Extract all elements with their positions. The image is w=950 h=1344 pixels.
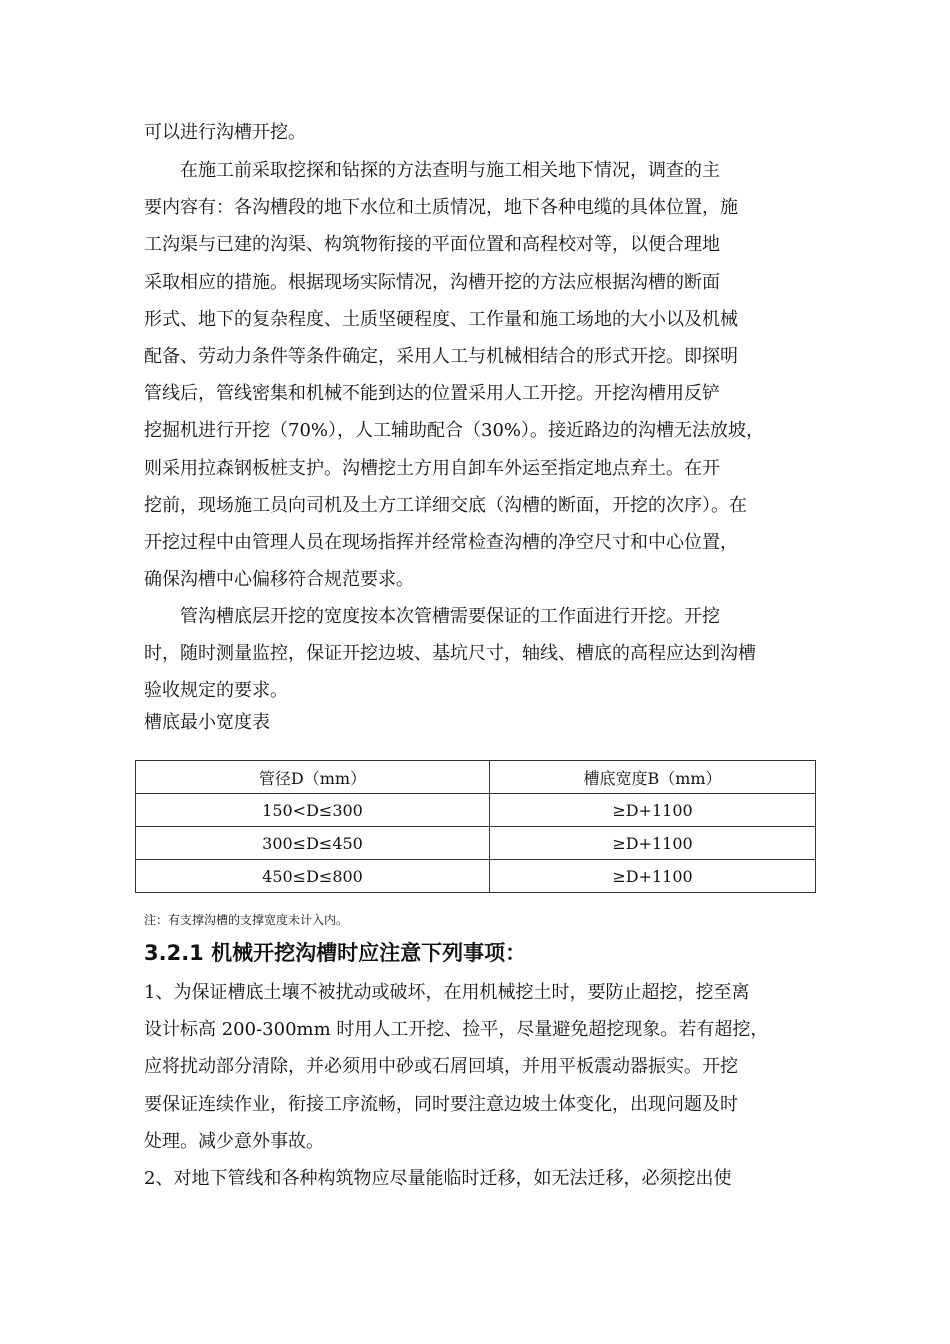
text-line: 可以进行沟槽开挖。 [144,122,306,143]
column-header: 槽底宽度B（mm） [490,761,816,794]
text-line: 管线后，管线密集和机械不能到达的位置采用人工开挖。开挖沟槽用反铲 [144,383,720,405]
table-caption: 槽底最小宽度表 [144,712,270,733]
column-header: 管径D（mm） [136,761,490,794]
paragraph-continuation [144,114,816,151]
text-line: 设计标高 200-300mm 时用人工开挖、捡平，尽量避免超挖现象。若有超挖， [144,1019,769,1041]
table-note: 注：有支撑沟槽的支撑宽度未计入内。 [144,913,349,927]
table-row [136,827,816,860]
paragraph-trench-width [144,598,816,710]
text-line: 采取相应的措施。根据现场实际情况，沟槽开挖的方法应根据沟槽的断面 [144,271,720,293]
table-row [136,860,816,893]
table-cell: ≥D+1100 [490,860,816,893]
table-row [136,794,816,827]
table-cell: 450≤D≤800 [136,860,490,893]
table-cell: 300≤D≤450 [136,827,490,860]
section-heading: 3.2.1 机械开挖沟槽时应注意下列事项： [144,941,527,965]
list-item-2 [144,1160,816,1197]
text-line: 配备、劳动力条件等条件确定，采用人工与机械相结合的形式开挖。即探明 [144,346,738,368]
text-line: 挖掘机进行开挖（70%），人工辅助配合（30%）。接近路边的沟槽无法放坡， [144,420,765,442]
text-line: 工沟渠与已建的沟渠、构筑物衔接的平面位置和高程校对等，以便合理地 [144,234,720,256]
text-line: 挖前，现场施工员向司机及土方工详细交底（沟槽的断面，开挖的次序）。在 [144,494,747,516]
trench-width-table [135,760,816,893]
text-line: 要内容有：各沟槽段的地下水位和土质情况，地下各种电缆的具体位置，施 [144,197,738,219]
paragraph-investigation [144,152,816,598]
text-line: 则采用拉森钢板桩支护。沟槽挖土方用自卸车外运至指定地点弃土。在开 [144,457,720,479]
text-line: 要保证连续作业，衔接工序流畅，同时要注意边坡土体变化，出现问题及时 [144,1093,738,1115]
list-item-1 [144,974,816,1160]
text-line: 处理。减少意外事故。 [144,1130,324,1152]
table-cell: ≥D+1100 [490,794,816,827]
text-line: 1、为保证槽底土壤不被扰动或破坏，在用机械挖土时，要防止超挖，挖至离 [144,982,750,1003]
text-line: 开挖过程中由管理人员在现场指挥并经常检查沟槽的净空尺寸和中心位置， [144,532,738,554]
table-cell: ≥D+1100 [490,827,816,860]
text-line: 时，随时测量监控，保证开挖边坡、基坑尺寸，轴线、槽底的高程应达到沟槽 [144,643,756,665]
text-line: 形式、地下的复杂程度、土质坚硬程度、工作量和施工场地的大小以及机械 [144,308,738,330]
text-line: 2、对地下管线和各种构筑物应尽量能临时迁移，如无法迁移，必须挖出使 [144,1168,732,1189]
text-line: 管沟槽底层开挖的宽度按本次管槽需要保证的工作面进行开挖。开挖 [144,606,720,627]
text-line: 在施工前采取挖探和钻探的方法查明与施工相关地下情况，调查的主 [144,160,720,181]
text-line: 验收规定的要求。 [144,680,288,702]
text-line: 应将扰动部分清除，并必须用中砂或石屑回填，并用平板震动器振实。开挖 [144,1056,738,1078]
text-line: 确保沟槽中心偏移符合规范要求。 [144,569,414,591]
table-cell: 150<D≤300 [136,794,490,827]
table-header-row [136,761,816,794]
